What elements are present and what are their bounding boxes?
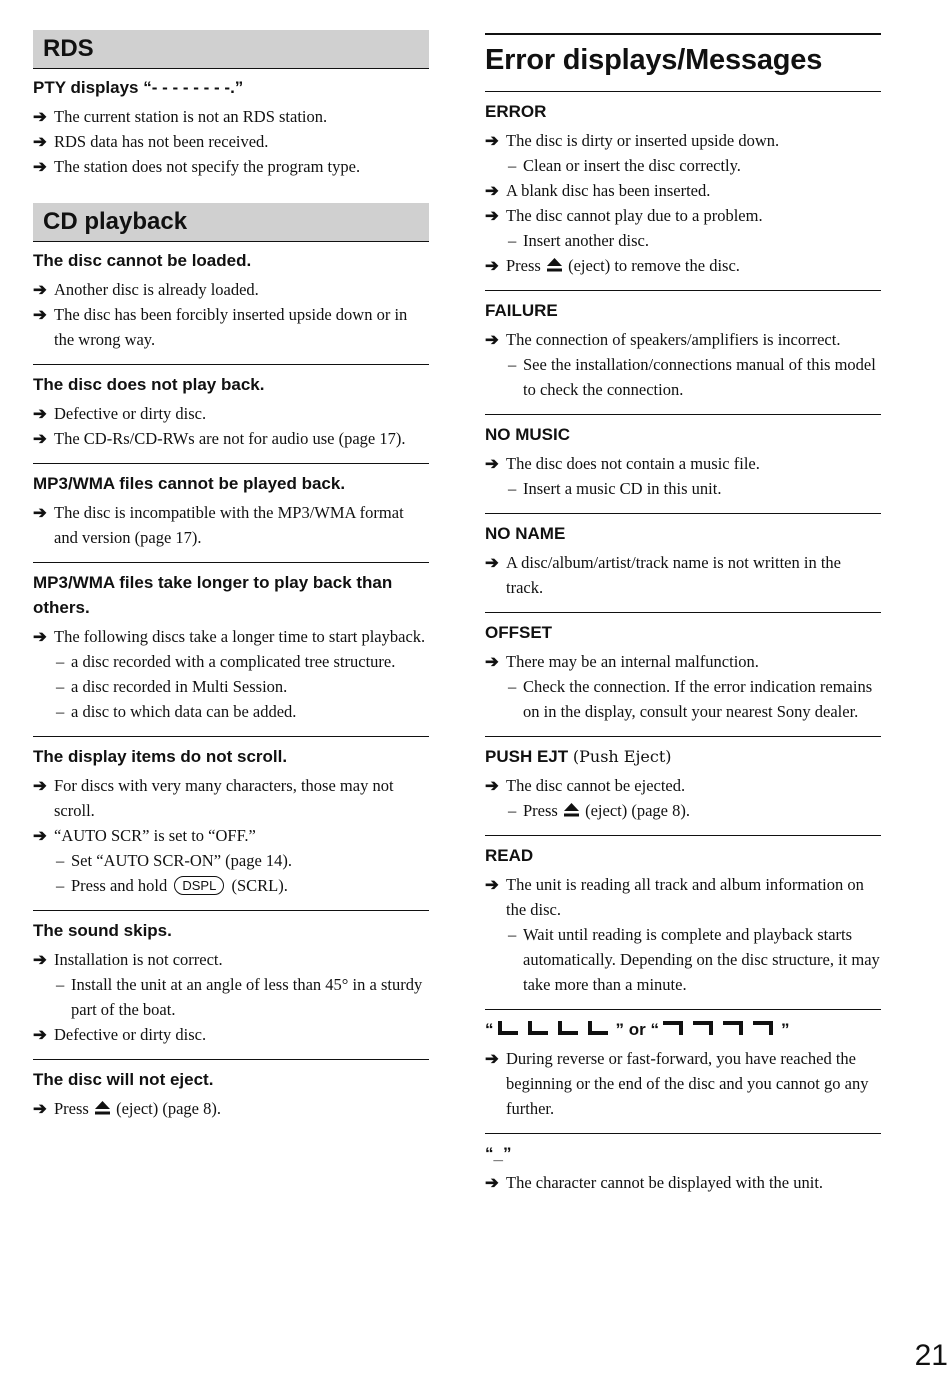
segment-bottom-left-icon	[496, 1019, 614, 1037]
line-text: The disc has been forcibly inserted upside down or in the wrong way.	[54, 305, 408, 349]
line-text: The CD-Rs/CD-RWs are not for audio use (page 17).	[54, 429, 406, 448]
line-text: Insert a music CD in this unit.	[523, 479, 722, 498]
arrow-icon: ➔	[485, 206, 499, 225]
segment-top-right-icon	[661, 1019, 779, 1037]
arrow-icon: ➔	[485, 181, 499, 200]
arrow-icon: ➔	[485, 652, 499, 671]
topic-disc-cannot-be-loaded	[33, 242, 429, 352]
topic-title: The display items do not scroll.	[33, 747, 288, 766]
dash-bullet: –	[508, 801, 517, 820]
cause-line	[485, 1046, 881, 1121]
sub-line	[485, 922, 881, 997]
cause-line	[33, 1022, 429, 1047]
dspl-button-icon: DSPL	[174, 876, 224, 895]
line-text: The disc is incompatible with the MP3/WMA format and version (page 17).	[54, 503, 404, 547]
arrow-icon: ➔	[33, 107, 47, 126]
sub-line	[485, 228, 881, 253]
eject-icon	[564, 803, 579, 817]
line-text: Defective or dirty disc.	[54, 1025, 207, 1044]
dash-bullet: –	[56, 702, 65, 721]
sub-line	[485, 674, 881, 724]
topic-title: MP3/WMA files take longer to play back than others.	[33, 573, 393, 617]
eject-icon	[95, 1101, 110, 1115]
line-text: a disc recorded in Multi Session.	[71, 677, 288, 696]
page-number: 21	[914, 1339, 948, 1372]
line-text: ” or “	[615, 1020, 659, 1039]
arrow-icon: ➔	[485, 454, 499, 473]
arrow-icon: ➔	[485, 1173, 499, 1192]
topic-title: The disc does not play back.	[33, 375, 265, 394]
cause-line	[33, 277, 429, 302]
line-text: The station does not specify the program type.	[54, 157, 361, 176]
sub-line	[485, 476, 881, 501]
dash-bullet: –	[56, 652, 65, 671]
line-text: (eject) (page 8).	[116, 1099, 221, 1118]
topic-title: The disc will not eject.	[33, 1070, 214, 1089]
cause-line	[33, 104, 429, 129]
topic-push-ejt	[485, 736, 881, 823]
cause-line	[485, 451, 881, 476]
topic-title: PTY displays “- - - - - - - -.”	[33, 78, 244, 97]
section-heading-rds: RDS	[33, 30, 429, 69]
line-text: Install the unit at an angle of less than 45° in a sturdy part of the boat.	[71, 975, 423, 1019]
arrow-icon: ➔	[33, 503, 47, 522]
topic-title: READ	[485, 846, 534, 865]
topic-display-items-do-not-scroll	[33, 736, 429, 898]
topic-offset	[485, 612, 881, 724]
cause-line	[485, 1170, 881, 1195]
topic-title: FAILURE	[485, 301, 558, 320]
arrow-icon: ➔	[33, 776, 47, 795]
cause-line	[33, 823, 429, 848]
topic-title	[485, 744, 881, 769]
left-column	[33, 30, 429, 1121]
cause-line	[485, 253, 881, 278]
topic-title: The disc cannot be loaded.	[33, 251, 252, 270]
cause-line	[485, 128, 881, 153]
line-text: The character cannot be displayed with the unit.	[506, 1173, 824, 1192]
cause-line	[485, 649, 881, 674]
topic-pty-displays	[33, 69, 429, 179]
dash-bullet: –	[56, 677, 65, 696]
arrow-icon: ➔	[33, 627, 47, 646]
arrow-icon: ➔	[33, 1025, 47, 1044]
line-text: See the installation/connections manual of this model to check the connection.	[523, 355, 876, 399]
arrow-icon: ➔	[33, 429, 47, 448]
line-text: For discs with very many characters, those may not scroll.	[54, 776, 394, 820]
dash-bullet: –	[508, 231, 517, 250]
arrow-icon: ➔	[33, 280, 47, 299]
topic-failure	[485, 290, 881, 402]
topic-no-name	[485, 513, 881, 600]
arrow-icon: ➔	[485, 553, 499, 572]
line-text: The disc does not contain a music file.	[506, 454, 760, 473]
dash-bullet: –	[508, 925, 517, 944]
line-text: Press	[54, 1099, 89, 1118]
topic-title-note: (Push Eject)	[572, 747, 672, 766]
line-text: A blank disc has been inserted.	[506, 181, 711, 200]
cause-line	[485, 872, 881, 922]
dash-bullet: –	[508, 677, 517, 696]
cause-line	[33, 947, 429, 972]
line-text: PUSH EJT	[485, 747, 569, 766]
sub-line	[33, 649, 429, 674]
topic-read	[485, 835, 881, 997]
cause-line	[33, 426, 429, 451]
eject-icon	[547, 258, 562, 272]
line-text: Clean or insert the disc correctly.	[523, 156, 741, 175]
line-text: Another disc is already loaded.	[54, 280, 259, 299]
topic-undisplayable-character	[485, 1133, 881, 1195]
sub-line	[33, 674, 429, 699]
line-text: (eject) to remove the disc.	[568, 256, 740, 275]
line-text: A disc/album/artist/track name is not written in the track.	[506, 553, 841, 597]
topic-mp3-take-longer	[33, 562, 429, 724]
line-text: Press	[523, 801, 558, 820]
page-title: Error displays/Messages	[485, 33, 881, 91]
cause-line	[485, 203, 881, 228]
topic-disc-does-not-play-back	[33, 364, 429, 451]
topic-segment-limits	[485, 1009, 881, 1121]
topic-title	[485, 1017, 881, 1042]
cause-line	[33, 624, 429, 649]
line-text: “	[485, 1020, 494, 1039]
cause-line	[485, 178, 881, 203]
arrow-icon: ➔	[33, 157, 47, 176]
topic-sound-skips	[33, 910, 429, 1047]
topic-no-music	[485, 414, 881, 501]
cause-line	[33, 302, 429, 352]
arrow-icon: ➔	[33, 1099, 47, 1118]
topic-title: ERROR	[485, 102, 547, 121]
line-text: The unit is reading all track and album information on the disc.	[506, 875, 864, 919]
cause-line	[485, 327, 881, 352]
topic-disc-will-not-eject	[33, 1059, 429, 1121]
line-text: Press	[506, 256, 541, 275]
dash-bullet: –	[508, 156, 517, 175]
topic-mp3-cannot-be-played	[33, 463, 429, 550]
cause-line	[33, 500, 429, 550]
line-text: The connection of speakers/amplifiers is incorrect.	[506, 330, 841, 349]
line-text: Installation is not correct.	[54, 950, 223, 969]
sub-line	[33, 972, 429, 1022]
line-text: “AUTO SCR” is set to “OFF.”	[54, 826, 256, 845]
cause-line	[33, 1096, 429, 1121]
arrow-icon: ➔	[485, 1049, 499, 1068]
topic-error	[485, 91, 881, 278]
arrow-icon: ➔	[33, 132, 47, 151]
line-text: a disc to which data can be added.	[71, 702, 297, 721]
section-heading-cd-playback: CD playback	[33, 203, 429, 242]
sub-line	[485, 153, 881, 178]
line-text: (eject) (page 8).	[585, 801, 690, 820]
arrow-icon: ➔	[485, 131, 499, 150]
line-text: RDS data has not been received.	[54, 132, 269, 151]
cause-line	[33, 773, 429, 823]
line-text: During reverse or fast-forward, you have reached the beginning or the end of the disc and you cannot go any further.	[506, 1049, 869, 1118]
line-text: The disc is dirty or inserted upside down.	[506, 131, 780, 150]
arrow-icon: ➔	[33, 826, 47, 845]
line-text: Wait until reading is complete and playback starts automatically. Depending on the disc structure, it may take more than a minute.	[523, 925, 880, 994]
topic-title: “_”	[485, 1144, 512, 1163]
dash-bullet: –	[508, 355, 517, 374]
topic-title: OFFSET	[485, 623, 553, 642]
sub-line	[485, 352, 881, 402]
arrow-icon: ➔	[33, 305, 47, 324]
arrow-icon: ➔	[33, 950, 47, 969]
line-text: Check the connection. If the error indication remains on in the display, consult your nearest Sony dealer.	[523, 677, 873, 721]
line-text: Press and hold	[71, 876, 168, 895]
topic-title: NO NAME	[485, 524, 566, 543]
dash-bullet: –	[56, 975, 65, 994]
cause-line	[485, 773, 881, 798]
line-text: The disc cannot be ejected.	[506, 776, 686, 795]
line-text: Insert another disc.	[523, 231, 649, 250]
topic-title: NO MUSIC	[485, 425, 570, 444]
line-text: The disc cannot play due to a problem.	[506, 206, 763, 225]
sub-line	[33, 873, 429, 898]
cause-line	[33, 154, 429, 179]
arrow-icon: ➔	[33, 404, 47, 423]
line-text: The following discs take a longer time to start playback.	[54, 627, 426, 646]
cause-line	[485, 550, 881, 600]
arrow-icon: ➔	[485, 875, 499, 894]
topic-title: MP3/WMA files cannot be played back.	[33, 474, 346, 493]
line-text: ”	[780, 1020, 790, 1039]
topic-title: The sound skips.	[33, 921, 172, 940]
arrow-icon: ➔	[485, 256, 499, 275]
sub-line	[485, 798, 881, 823]
sub-line	[33, 699, 429, 724]
line-text: (SCRL).	[231, 876, 288, 895]
dash-bullet: –	[56, 851, 65, 870]
line-text: There may be an internal malfunction.	[506, 652, 759, 671]
line-text: a disc recorded with a complicated tree structure.	[71, 652, 396, 671]
dash-bullet: –	[508, 479, 517, 498]
arrow-icon: ➔	[485, 776, 499, 795]
line-text: Defective or dirty disc.	[54, 404, 207, 423]
sub-line	[33, 848, 429, 873]
line-text: Set “AUTO SCR-ON” (page 14).	[71, 851, 293, 870]
arrow-icon: ➔	[485, 330, 499, 349]
right-column	[485, 30, 881, 1195]
dash-bullet: –	[56, 876, 65, 895]
line-text: The current station is not an RDS station.	[54, 107, 328, 126]
cause-line	[33, 129, 429, 154]
cause-line	[33, 401, 429, 426]
